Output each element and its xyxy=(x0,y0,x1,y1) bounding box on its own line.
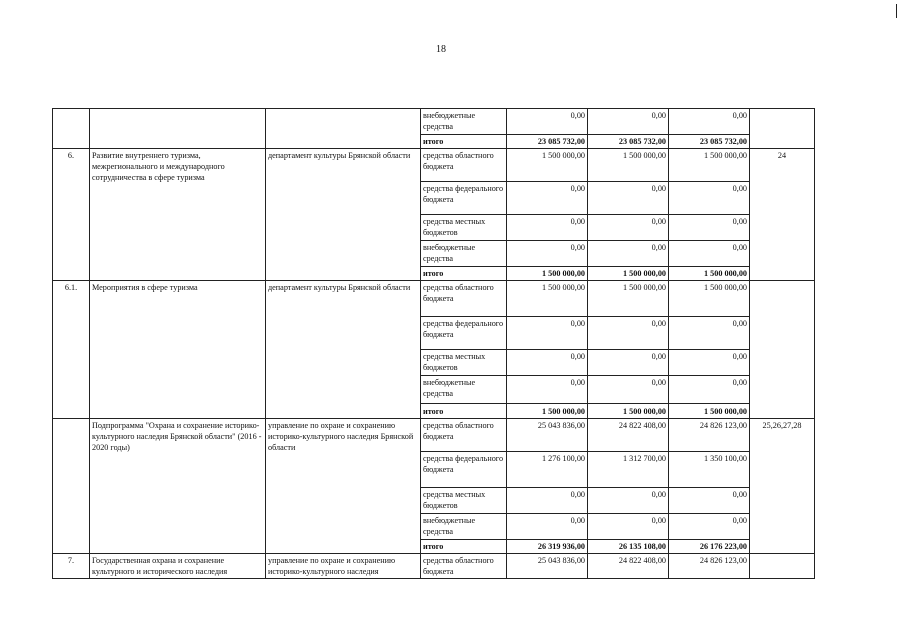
cell-name: Подпрограмма "Охрана и сохранение историко-культурного наследия Брянской области" (2016 - 2020 годы) xyxy=(90,419,266,554)
cell-value: 1 500 000,00 xyxy=(507,281,588,317)
page-edge-mark xyxy=(896,4,897,18)
cell-value: 1 500 000,00 xyxy=(588,267,669,281)
cell-value: 0,00 xyxy=(588,350,669,376)
cell-target: 25,26,27,28 xyxy=(750,419,815,554)
table-row xyxy=(53,281,815,317)
cell-value: 0,00 xyxy=(507,514,588,540)
cell-value: 0,00 xyxy=(669,376,750,404)
cell-value: 0,00 xyxy=(507,317,588,350)
cell-name: Мероприятия в сфере туризма xyxy=(90,281,266,419)
cell-value: 26 319 936,00 xyxy=(507,540,588,554)
cell-source: внебюджетные средства xyxy=(421,241,507,267)
cell-value: 1 500 000,00 xyxy=(669,267,750,281)
cell-value: 0,00 xyxy=(588,109,669,135)
cell-name: Развитие внутреннего туризма, межрегионального и международного сотрудничества в сфере туризма xyxy=(90,149,266,281)
cell-value: 1 500 000,00 xyxy=(669,149,750,182)
cell-value: 0,00 xyxy=(669,514,750,540)
table-row xyxy=(53,149,815,182)
cell-name xyxy=(90,109,266,149)
cell-value: 26 176 223,00 xyxy=(669,540,750,554)
table-row xyxy=(53,554,815,579)
cell-value: 24 826 123,00 xyxy=(669,554,750,579)
cell-value: 0,00 xyxy=(588,215,669,241)
cell-value: 0,00 xyxy=(669,215,750,241)
cell-value: 1 500 000,00 xyxy=(669,404,750,419)
table-row xyxy=(53,109,815,135)
cell-source: итого xyxy=(421,540,507,554)
cell-value: 23 085 732,00 xyxy=(507,135,588,149)
cell-value: 1 500 000,00 xyxy=(507,149,588,182)
cell-value: 1 350 100,00 xyxy=(669,452,750,488)
cell-value: 25 043 836,00 xyxy=(507,554,588,579)
cell-value: 0,00 xyxy=(588,182,669,215)
cell-value: 0,00 xyxy=(588,241,669,267)
cell-value: 1 276 100,00 xyxy=(507,452,588,488)
cell-value: 0,00 xyxy=(507,241,588,267)
cell-value: 0,00 xyxy=(507,350,588,376)
cell-value: 1 312 700,00 xyxy=(588,452,669,488)
cell-num: 7. xyxy=(53,554,90,579)
cell-num xyxy=(53,419,90,554)
cell-value: 26 135 108,00 xyxy=(588,540,669,554)
cell-source: средства местных бюджетов xyxy=(421,488,507,514)
cell-exec: департамент культуры Брянской области xyxy=(266,281,421,419)
cell-source: средства областного бюджета xyxy=(421,149,507,182)
cell-source: внебюджетные средства xyxy=(421,514,507,540)
cell-source: внебюджетные средства xyxy=(421,109,507,135)
budget-table xyxy=(52,108,815,579)
page-number: 18 xyxy=(436,44,446,55)
cell-value: 0,00 xyxy=(507,182,588,215)
cell-value: 0,00 xyxy=(669,109,750,135)
cell-value: 0,00 xyxy=(507,109,588,135)
cell-source: итого xyxy=(421,267,507,281)
cell-value: 1 500 000,00 xyxy=(588,281,669,317)
cell-value: 24 822 408,00 xyxy=(588,419,669,452)
cell-value: 25 043 836,00 xyxy=(507,419,588,452)
cell-value: 0,00 xyxy=(507,215,588,241)
cell-value: 23 085 732,00 xyxy=(588,135,669,149)
cell-target xyxy=(750,554,815,579)
cell-value: 0,00 xyxy=(507,488,588,514)
cell-value: 0,00 xyxy=(669,241,750,267)
cell-exec: управление по охране и сохранению историко-культурного наследия Брянской области xyxy=(266,419,421,554)
cell-source: внебюджетные средства xyxy=(421,376,507,404)
cell-value: 24 826 123,00 xyxy=(669,419,750,452)
cell-source: средства федерального бюджета xyxy=(421,452,507,488)
cell-value: 0,00 xyxy=(507,376,588,404)
cell-exec: управление по охране и сохранению историко-культурного наследия xyxy=(266,554,421,579)
cell-num: 6.1. xyxy=(53,281,90,419)
cell-value: 0,00 xyxy=(669,350,750,376)
table-row xyxy=(53,419,815,452)
cell-name: Государственная охрана и сохранение культурного и исторического наследия xyxy=(90,554,266,579)
cell-exec: департамент культуры Брянской области xyxy=(266,149,421,281)
cell-value: 0,00 xyxy=(588,376,669,404)
cell-value: 24 822 408,00 xyxy=(588,554,669,579)
cell-exec xyxy=(266,109,421,149)
cell-source: средства областного бюджета xyxy=(421,554,507,579)
cell-source: итого xyxy=(421,404,507,419)
cell-source: средства местных бюджетов xyxy=(421,350,507,376)
cell-value: 23 085 732,00 xyxy=(669,135,750,149)
cell-value: 0,00 xyxy=(588,488,669,514)
cell-source: средства местных бюджетов xyxy=(421,215,507,241)
cell-source: средства федерального бюджета xyxy=(421,317,507,350)
cell-value: 0,00 xyxy=(669,317,750,350)
cell-value: 0,00 xyxy=(669,488,750,514)
cell-value: 0,00 xyxy=(669,182,750,215)
cell-target xyxy=(750,281,815,419)
cell-num xyxy=(53,109,90,149)
cell-target xyxy=(750,109,815,149)
cell-source: средства областного бюджета xyxy=(421,281,507,317)
cell-value: 1 500 000,00 xyxy=(669,281,750,317)
cell-value: 1 500 000,00 xyxy=(507,404,588,419)
cell-value: 0,00 xyxy=(588,317,669,350)
cell-value: 1 500 000,00 xyxy=(588,404,669,419)
cell-num: 6. xyxy=(53,149,90,281)
cell-value: 1 500 000,00 xyxy=(507,267,588,281)
cell-target: 24 xyxy=(750,149,815,281)
cell-source: средства областного бюджета xyxy=(421,419,507,452)
cell-value: 1 500 000,00 xyxy=(588,149,669,182)
cell-value: 0,00 xyxy=(588,514,669,540)
cell-source: средства федерального бюджета xyxy=(421,182,507,215)
cell-source: итого xyxy=(421,135,507,149)
